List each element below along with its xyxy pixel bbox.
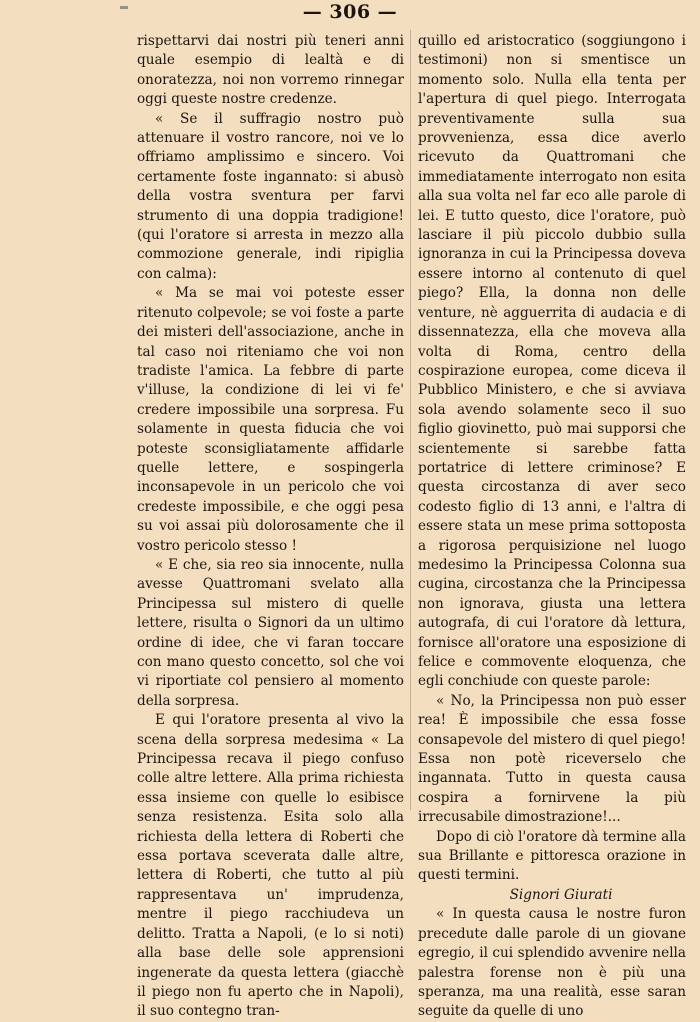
paragraph: rispettarvi dai nostri più teneri anni quale esempio di lealtà e di onoratezza, noi non vorremo rinnegar oggi queste nostre credenze. — [137, 33, 404, 108]
column-divider — [410, 30, 411, 810]
paragraph: « Ma se mai voi poteste esser ritenuto colpevole; se voi foste a parte dei misteri dell'associazione, anche in tal caso noi riteniamo che voi non tradiste l'amica. La febbre di parte v'illuse, la condizione di lei vi fe' credere impossibile una sorpresa. Fu solamente in questa fiducia che voi poteste sconsigliatamente affidarle quelle lettere, e sospingerla inconsapevole in un pericolo che voi credeste impossibile, e che oggi pesa su voi assai più dolorosamente che il vostro pericolo stesso ! — [137, 285, 404, 554]
paragraph: « E che, sia reo sia innocente, nulla avesse Quattromani svelato alla Principessa sul mistero di quelle lettere, risulta o Signori da un ultimo ordine di idee, che vi faran toccare con mano questo concetto, sol che voi vi riportiate col pensiero al momento della sorpresa. — [137, 556, 404, 709]
right-column — [418, 32, 686, 1022]
page-number: — 306 — — [302, 1, 398, 23]
paragraph: quillo ed aristocratico (soggiungono i testimoni) non si smentisce un momento solo. Nulla ella tenta per l'apertura di quel piego. Interrogata preventivamente sulla sua provvenienza, essa dice averlo ricevuto da Quattromani che immediatamente interrogato non esita alla sua volta nel far eco alle parole di lei. E tutto questo, dice l'oratore, può lasciare il più piccolo dubbio sulla ignoranza in cui la Principessa doveva essere intorno al contenuto di quel piego? Ella, la donna non delle venture, nè agguerrita di audacia e di dissennatezza, ella che moveva alla volta di Roma, centro della cospirazione europea, come diceva il Pubblico Ministero, e che si avviava sola avendo solamente seco il suo figlio giovinetto, può mai supporsi che scientemente si sarebbe fatta portatrice di lettere criminose? E questa circostanza di aver seco codesto figlio di 13 anni, e l'altra di essere stata un mese prima sottoposta a rigorosa perquisizione nel luogo medesimo la Principessa Colonna sua cugina, circostanza che la Principessa non ignorava, giusta una lettera autografa, di cui l'oratore dà lettura, fornisce all'oratore una esposizione di felice e commovente eloquenza, che egli conchiude con queste parole: — [418, 33, 686, 690]
paragraph: E qui l'oratore presenta al vivo la scena della sorpresa medesima « La Principessa recava il piego confuso colle altre lettere. Alla prima richiesta essa insieme con quelle lo esibisce senza resistenza. Esita solo alla richiesta della lettera di Roberti che essa portava sceverata dalle altre, lettera di Roberti, che tutto al più rappresentava un' imprudenza, mentre il piego racchiudeva un delitto. Tratta a Napoli, (e lo si noti) alla base delle sole apprensioni ingenerate da questa lettera (giacchè il piego non fu aperto che in Napoli), il suo contegno tran- — [137, 712, 404, 1020]
paragraph: Dopo di ciò l'oratore dà termine alla sua Brillante e pittoresca orazione in questi termini. — [418, 828, 686, 884]
section-heading: Signori Giurati — [509, 886, 613, 903]
left-column — [137, 32, 404, 1022]
paragraph: « In questa causa le nostre furon precedute dalle parole di un giovane egregio, il cui splendido avvenire nella palestra forense non è più una speranza, ma una realità, esse saran seguite da quelle di uno — [418, 906, 686, 1020]
paragraph: « No, la Principessa non può esser rea! È impossibile che essa fosse consapevole del mistero di quel piego! Essa non potè riceverselo che ingannata. Tutto in questa causa cospira a fornirvene la più irrecusabile dimostrazione!... — [418, 692, 686, 826]
paragraph: « Se il suffragio nostro può attenuare il vostro rancore, noi ve lo offriamo amplissimo e sincero. Voi certamente foste ingannato: si abusò della vostra sventura per farvi strumento di una doppia tradigione! (qui l'oratore si arresta in mezzo alla commozione generale, indi ripiglia con calma): — [137, 110, 404, 282]
